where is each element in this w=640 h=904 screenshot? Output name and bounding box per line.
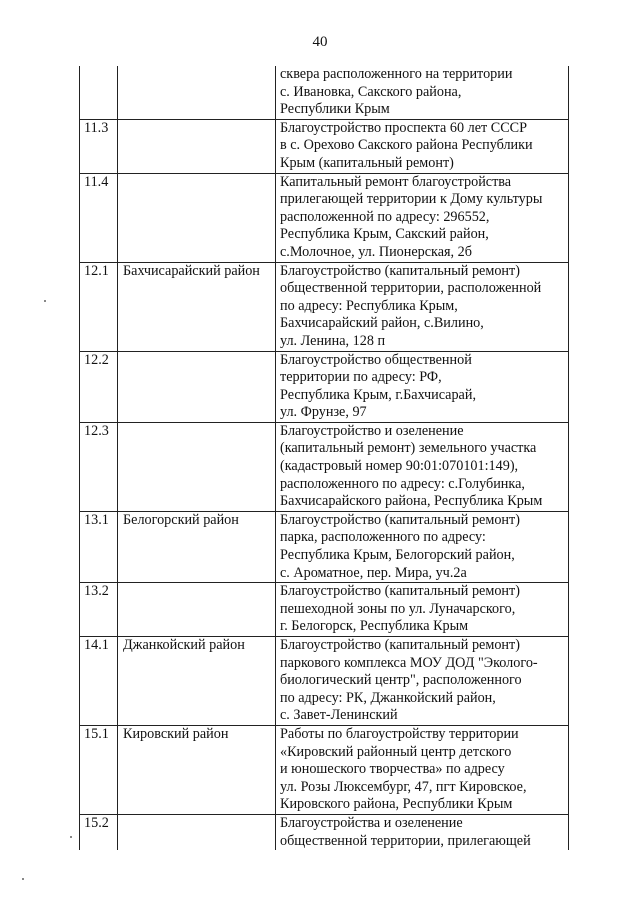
table-row — [80, 511, 569, 582]
description-line: Благоустройство (капитальный ремонт) — [280, 511, 520, 528]
description-line: (капитальный ремонт) земельного участка — [280, 440, 537, 457]
description-line: Крым (капитальный ремонт) — [280, 154, 454, 171]
table-row — [80, 422, 569, 511]
description-line: Благоустройство (капитальный ремонт) — [280, 583, 520, 600]
description-line: Капитальный ремонт благоустройства — [280, 173, 512, 190]
description-line: (кадастровый номер 90:01:070101:149), — [280, 458, 519, 475]
row-number-cell: 12.3 — [80, 422, 118, 511]
description-line: Бахчисарайский район, с.Вилино, — [280, 315, 484, 332]
table-row — [80, 583, 569, 637]
description-line: Благоустройство проспекта 60 лет СССР — [280, 119, 528, 136]
description-line: ул. Розы Люксембург, 47, пгт Кировское, — [280, 778, 527, 795]
description-cell — [276, 814, 569, 850]
row-number-cell: 11.3 — [80, 119, 118, 173]
description-line: общественной территории, расположенной — [280, 280, 542, 297]
description-line: пешеходной зоны по ул. Луначарского, — [280, 600, 516, 617]
table-row — [80, 262, 569, 351]
description-cell — [276, 173, 569, 262]
region-cell — [118, 814, 276, 850]
row-number-cell: 13.2 — [80, 583, 118, 637]
description-cell — [276, 66, 569, 119]
region-cell — [118, 583, 276, 637]
description-cell — [276, 351, 569, 422]
description-line: и юношеского творчества» по адресу — [280, 761, 505, 778]
description-line: по адресу: Республика Крым, — [280, 297, 458, 314]
region-cell: Джанкойский район — [118, 637, 276, 726]
row-number-cell: 14.1 — [80, 637, 118, 726]
scan-speck — [70, 836, 72, 838]
description-line: Благоустройство общественной — [280, 351, 472, 368]
region-cell — [118, 351, 276, 422]
description-line: Бахчисарайского района, Республика Крым — [280, 493, 543, 510]
projects-table — [79, 66, 569, 850]
description-line: Республика Крым, Белогорский район, — [280, 547, 515, 564]
description-line: ул. Фрунзе, 97 — [280, 404, 367, 421]
description-line: Благоустройство и озеленение — [280, 422, 464, 439]
description-line: с.Молочное, ул. Пионерская, 2б — [280, 243, 472, 260]
description-line: Кировского района, Республики Крым — [280, 796, 513, 813]
description-cell — [276, 725, 569, 814]
description-line: с. Ароматное, пер. Мира, уч.2а — [280, 564, 467, 581]
region-cell: Кировский район — [118, 725, 276, 814]
row-number-cell: 12.1 — [80, 262, 118, 351]
row-number-cell: 15.2 — [80, 814, 118, 850]
table-row — [80, 637, 569, 726]
description-line: г. Белогорск, Республика Крым — [280, 618, 469, 635]
region-cell — [118, 173, 276, 262]
description-line: Республики Крым — [280, 101, 390, 118]
description-line: Благоустройство (капитальный ремонт) — [280, 262, 520, 279]
scan-speck — [44, 300, 46, 302]
description-line: с. Завет-Ленинский — [280, 707, 398, 724]
description-line: Благоустройство (капитальный ремонт) — [280, 637, 520, 653]
description-cell — [276, 511, 569, 582]
table-row — [80, 725, 569, 814]
table-row — [80, 351, 569, 422]
description-line: территории по адресу: РФ, — [280, 369, 442, 386]
row-number-cell — [80, 66, 118, 119]
description-line: с. Ивановка, Сакского района, — [280, 83, 462, 100]
description-line: ул. Ленина, 128 п — [280, 332, 386, 349]
description-cell — [276, 262, 569, 351]
row-number-cell: 15.1 — [80, 725, 118, 814]
description-cell — [276, 422, 569, 511]
description-line: расположенной по адресу: 296552, — [280, 208, 490, 225]
description-cell — [276, 637, 569, 726]
description-line: Благоустройства и озеленение — [280, 814, 463, 831]
description-line: Республика Крым, Сакский район, — [280, 226, 489, 243]
row-number-cell: 13.1 — [80, 511, 118, 582]
page-number: 40 — [312, 34, 328, 50]
description-line: паркового комплекса МОУ ДОД "Эколого- — [280, 654, 538, 671]
description-cell — [276, 583, 569, 637]
description-line: прилегающей территории к Дому культуры — [280, 191, 543, 208]
region-cell — [118, 66, 276, 119]
scan-speck — [22, 878, 24, 880]
description-line: расположенного по адресу: с.Голубинка, — [280, 475, 525, 492]
table-row — [80, 173, 569, 262]
table-row — [80, 814, 569, 850]
description-line: «Кировский районный центр детского — [280, 743, 512, 760]
region-cell: Белогорский район — [118, 511, 276, 582]
description-line: по адресу: РК, Джанкойский район, — [280, 689, 496, 706]
description-line: в с. Орехово Сакского района Республики — [280, 137, 533, 154]
description-line: парка, расположенного по адресу: — [280, 529, 486, 546]
table-row — [80, 119, 569, 173]
region-cell — [118, 422, 276, 511]
description-cell — [276, 119, 569, 173]
row-number-cell: 12.2 — [80, 351, 118, 422]
description-line: сквера расположенного на территории — [280, 66, 513, 82]
region-cell: Бахчисарайский район — [118, 262, 276, 351]
table-row — [80, 66, 569, 119]
description-line: Республика Крым, г.Бахчисарай, — [280, 386, 476, 403]
description-line: общественной территории, прилегающей — [280, 832, 531, 849]
description-line: Работы по благоустройству территории — [280, 725, 519, 742]
description-line: биологический центр", расположенного — [280, 672, 522, 689]
table-body — [80, 66, 569, 850]
region-cell — [118, 119, 276, 173]
row-number-cell: 11.4 — [80, 173, 118, 262]
